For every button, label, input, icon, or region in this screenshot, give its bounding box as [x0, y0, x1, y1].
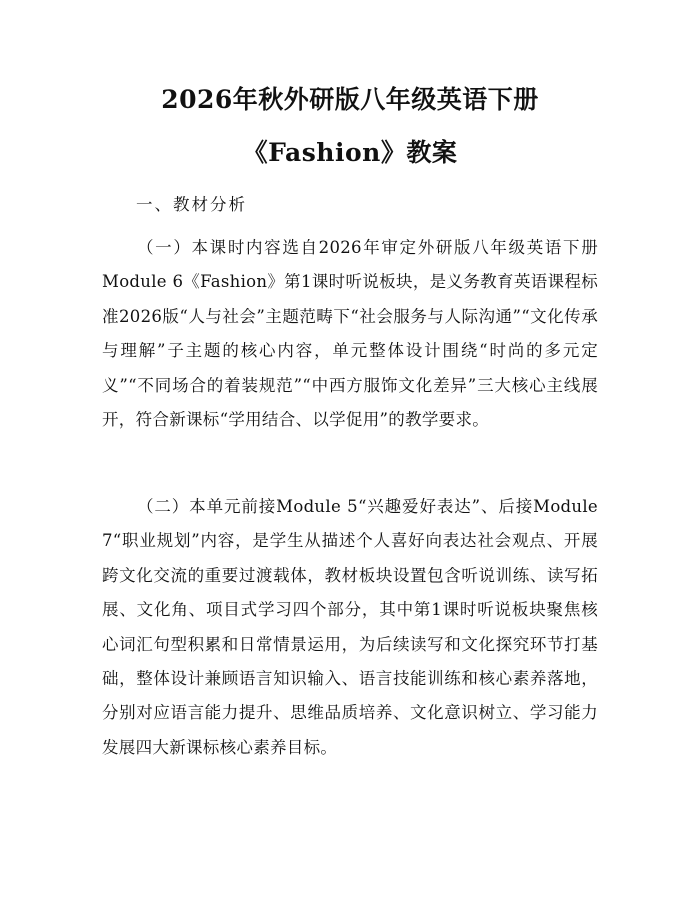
section-heading: 一、教材分析	[136, 195, 247, 214]
paragraph: （二）本单元前接Module 5“兴趣爱好表达”、后接Module 7“职业规划”内容，是学生从描述个人喜好向表达社会观点、开展跨文化交流的重要过渡载体，教材板块设置包含听说训练、读写拓展、文化角、项目式学习四个部分，其中第1课时听说板块聚焦核心词汇句型积累和日常情景运用，为后续读写和文化探究环节打基础，整体设计兼顾语言知识输入、语言技能训练和核心素养落地，分别对应语言能力提升、思维品质培养、文化意识树立、学习能力发展四大新课标核心素养目标。	[102, 497, 598, 757]
document-title-line-1: 2026年秋外研版八年级英语下册	[161, 85, 539, 114]
document-title-line-2: 《Fashion》教案	[242, 138, 458, 167]
paragraph: （一）本课时内容选自2026年审定外研版八年级英语下册Module 6《Fashion》第1课时听说板块，是义务教育英语课程标准2026版“人与社会”主题范畴下“社会服务与人际沟通”“文化传承与理解”子主题的核心内容，单元整体设计围绕“时尚的多元定义”“不同场合的着装规范”“中西方服饰文化差异”三大核心主线展开，符合新课标“学用结合、以学促用”的教学要求。	[102, 238, 598, 430]
